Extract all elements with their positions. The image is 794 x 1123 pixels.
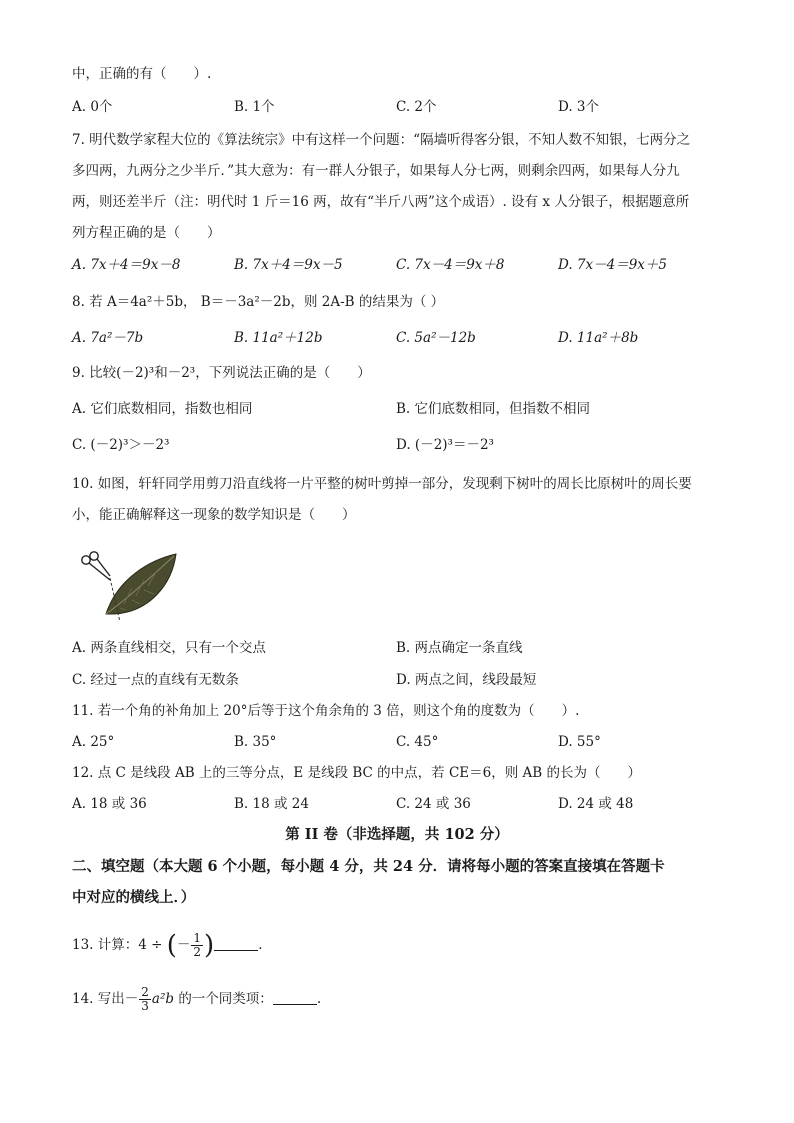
q13-prefix: 13. 计算：4 ÷	[72, 937, 163, 953]
q11-option-a: A. 25°	[72, 734, 115, 750]
q10-option-c: C. 经过一点的直线有无数条	[72, 672, 239, 688]
q9-option-a: A. 它们底数相同，指数也相同	[72, 401, 253, 417]
q8-option-b: B. 11a²＋12b	[234, 330, 323, 346]
q13-fraction	[191, 932, 203, 959]
leaf-with-scissors-icon	[76, 550, 180, 625]
q8-stem: 8. 若 A＝4a²＋5b， B＝－3a²－2b，则 2A-B 的结果为（ ）	[72, 294, 445, 310]
q6-option-a: A. 0个	[72, 99, 113, 115]
q9-option-d: D. (－2)³＝－2³	[396, 437, 494, 453]
q12-option-c: C. 24 或 36	[396, 796, 471, 812]
q7-option-d: D. 7x－4＝9x＋5	[558, 257, 668, 273]
q7-option-c: C. 7x－4＝9x＋8	[396, 257, 505, 273]
q7-option-a: A. 7x＋4＝9x－8	[72, 257, 181, 273]
q12-option-b: B. 18 或 24	[234, 796, 309, 812]
section-2-heading-line-2: 中对应的横线上．）	[72, 889, 196, 906]
q13-open-paren: (	[166, 930, 177, 961]
q10-option-a: A. 两条直线相交，只有一个交点	[72, 640, 266, 656]
q13-close-paren: )	[204, 930, 215, 961]
q9-option-b: B. 它们底数相同，但指数不相同	[396, 401, 591, 417]
q12-stem: 12. 点 C 是线段 AB 上的三等分点，E 是线段 BC 的中点，若 CE＝6，则 AB 的长为（ ）	[72, 765, 641, 781]
q10-line-1: 10. 如图，轩轩同学用剪刀沿直线将一片平整的树叶剪掉一部分，发现剩下树叶的周长比原树叶的周长要	[72, 476, 692, 492]
q13-suffix: .	[258, 937, 263, 953]
q11-option-b: B. 35°	[234, 734, 277, 750]
q6-stem-tail: 中，正确的有（ ）.	[72, 66, 212, 82]
q9-stem: 9. 比较(－2)³和－2³，下列说法正确的是（ ）	[72, 365, 371, 381]
q8-option-c: C. 5a²－12b	[396, 330, 476, 346]
q8-option-a: A. 7a²－7b	[72, 330, 144, 346]
q7-option-b: B. 7x＋4＝9x－5	[234, 257, 343, 273]
q14-term: a²b	[151, 991, 175, 1007]
q13-minus: －	[176, 937, 191, 953]
section-2-heading-line-1: 二、填空题（本大题 6 个小题，每小题 4 分，共 24 分．请将每小题的答案直接填在答题卡	[72, 858, 665, 875]
q6-option-d: D. 3个	[558, 99, 600, 115]
q7-line-1: 7. 明代数学家程大位的《算法统宗》中有这样一个问题：“隔墙听得客分银，不知人数不知银，七两分之	[72, 132, 691, 148]
q13-answer-blank[interactable]	[214, 936, 258, 951]
q8-option-d: D. 11a²＋8b	[558, 330, 639, 346]
q12-option-a: A. 18 或 36	[72, 796, 147, 812]
q11-option-d: D. 55°	[558, 734, 601, 750]
q10-line-2: 小，能正确解释这一现象的数学知识是（ ）	[72, 507, 356, 523]
q12-option-d: D. 24 或 48	[558, 796, 634, 812]
part-2-title: 第 II 卷（非选择题，共 102 分）	[285, 826, 509, 843]
q9-option-c: C. (－2)³＞－2³	[72, 437, 170, 453]
q13-fraction-denominator: 2	[193, 945, 202, 959]
q14-answer-blank[interactable]	[273, 990, 317, 1005]
q11-stem: 11. 若一个角的补角加上 20°后等于这个角余角的 3 倍，则这个角的度数为（ ）.	[72, 703, 580, 719]
q7-line-2: 多四两，九两分之少半斤．”其大意为：有一群人分银子，如果每人分七两，则剩余四两，如果每人分九	[72, 163, 680, 179]
q14-middle: 的一个同类项：	[178, 991, 273, 1007]
q14	[72, 986, 321, 1013]
q10-option-d: D. 两点之间，线段最短	[396, 672, 537, 688]
q10-option-b: B. 两点确定一条直线	[396, 640, 523, 656]
q14-prefix: 14. 写出－	[72, 991, 139, 1007]
q6-option-c: C. 2个	[396, 99, 437, 115]
q13	[72, 932, 263, 959]
q11-option-c: C. 45°	[396, 734, 439, 750]
q14-fraction	[139, 986, 151, 1013]
q6-option-b: B. 1个	[234, 99, 275, 115]
q7-line-4: 列方程正确的是（ ）	[72, 225, 221, 241]
q7-line-3: 两，则还差半斤（注：明代时 1 斤＝16 两，故有“半斤八两”这个成语）. 设有 x 人分银子，根据题意所	[72, 194, 690, 210]
q14-fraction-numerator: 2	[141, 985, 149, 999]
q13-fraction-numerator: 1	[193, 931, 202, 945]
q14-suffix: .	[316, 991, 322, 1007]
q14-fraction-denominator: 3	[141, 999, 149, 1013]
